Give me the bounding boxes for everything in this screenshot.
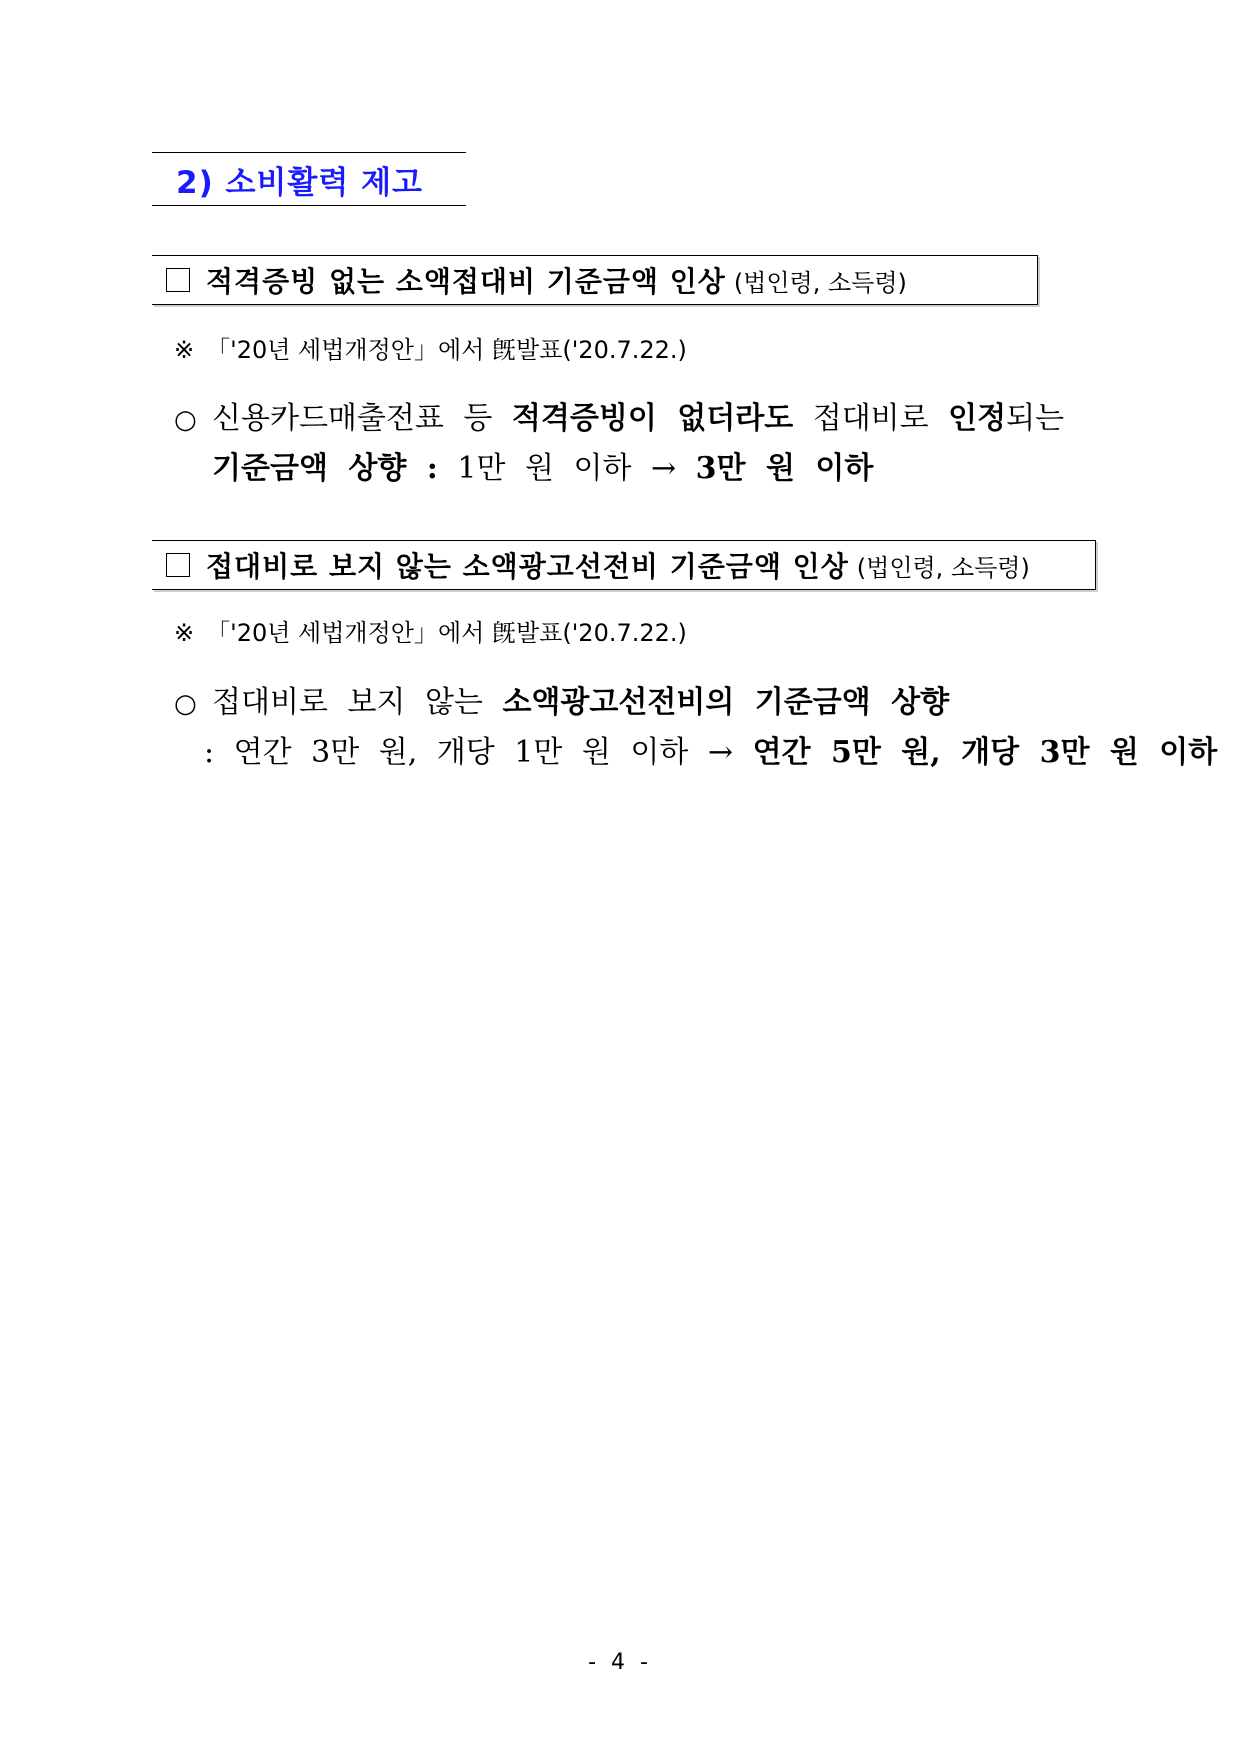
item2-line2-b: 연간 5만 원, 개당 3만 원 이하 [752, 735, 1218, 770]
item2-note-text: 「'20년 세법개정안」에서 旣발표('20.7.22.) [206, 619, 687, 647]
item2-line1-a: 접대비로 보지 않는 [212, 685, 503, 720]
item1-line1-a: 신용카드매출전표 등 [212, 401, 512, 436]
checkbox-icon [166, 268, 190, 292]
item1-line2-b: 1만 원 이하 → [437, 451, 696, 486]
item2-heading-box [152, 540, 1096, 590]
checkbox-icon [166, 553, 190, 577]
reference-mark-icon: ※ [174, 619, 195, 647]
section-title-text: 2) 소비활력 제고 [176, 164, 423, 201]
bullet-circle-icon: ○ [174, 405, 197, 435]
item1-heading-box [152, 255, 1038, 305]
item2-heading: 접대비로 보지 않는 소액광고선전비 기준금액 인상 [206, 550, 849, 583]
item1-note-text: 「'20년 세법개정안」에서 旣발표('20.7.22.) [206, 336, 687, 364]
item1-bullet [174, 394, 1064, 494]
item1-line1-d: 인정 [948, 401, 1007, 436]
reference-mark-icon: ※ [174, 336, 195, 364]
bullet-circle-icon: ○ [174, 689, 197, 719]
item2-line1-b: 소액광고선전비의 기준금액 상향 [502, 685, 950, 720]
item1-line2-c: 3만 원 이하 [695, 451, 874, 486]
item1-line2-a: 기준금액 상향 : [212, 451, 438, 486]
section-title [152, 152, 466, 206]
item1-heading-sub: (법인령, 소득령) [733, 268, 907, 297]
item2-note [174, 613, 687, 648]
item1-note [174, 330, 687, 365]
item2-heading-sub: (법인령, 소득령) [856, 553, 1030, 582]
page-number: - 4 - [588, 1650, 652, 1675]
item1-line1-e: 되는 [1006, 401, 1065, 436]
item2-line2-a: : 연간 3만 원, 개당 1만 원 이하 → [204, 735, 753, 770]
item1-heading: 적격증빙 없는 소액접대비 기준금액 인상 [206, 265, 726, 298]
item2-bullet [174, 678, 1217, 778]
item1-line1-b: 적격증빙이 없더라도 [511, 401, 794, 436]
item1-line1-c: 접대비로 [793, 401, 949, 436]
